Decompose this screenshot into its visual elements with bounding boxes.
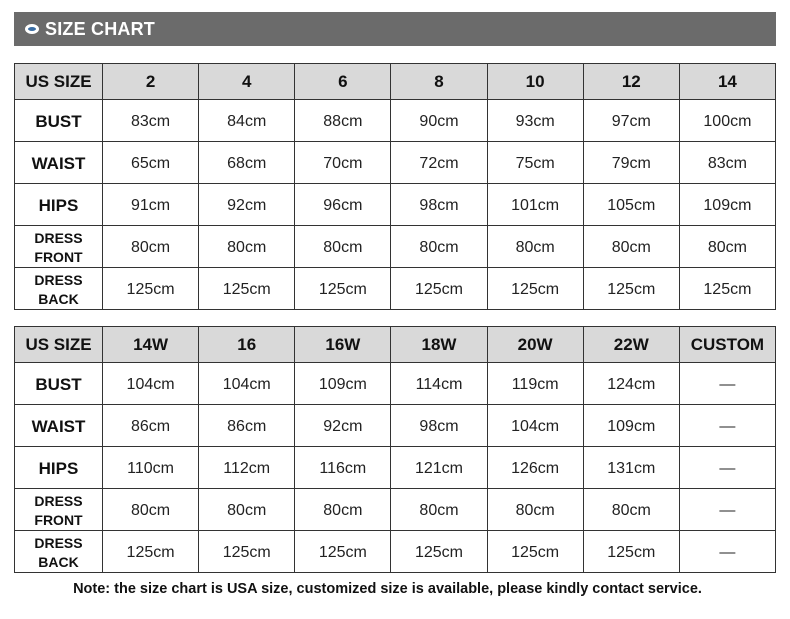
table-row (15, 142, 776, 184)
size-header: 16W (295, 327, 391, 363)
measurement-label (15, 184, 103, 226)
size-header: CUSTOM (679, 327, 775, 363)
measurement-label-line: WAIST (31, 416, 86, 436)
size-header: 4 (199, 64, 295, 100)
size-header: 8 (391, 64, 487, 100)
measurement-cell: 109cm (583, 405, 679, 447)
measurement-cell: 80cm (391, 489, 487, 531)
size-header: 16 (199, 327, 295, 363)
measurement-cell: 80cm (199, 489, 295, 531)
size-header: 12 (583, 64, 679, 100)
measurement-cell: 80cm (487, 489, 583, 531)
table-row (15, 447, 776, 489)
measurement-cell: 80cm (583, 489, 679, 531)
measurement-cell: 116cm (295, 447, 391, 489)
measurement-cell: 93cm (487, 100, 583, 142)
measurement-cell: — (679, 363, 775, 405)
measurement-cell: 70cm (295, 142, 391, 184)
size-header: 10 (487, 64, 583, 100)
measurement-cell: 65cm (103, 142, 199, 184)
measurement-cell: 125cm (199, 268, 295, 310)
measurement-label (15, 405, 103, 447)
measurement-label (15, 531, 103, 573)
measurement-cell: 98cm (391, 184, 487, 226)
table-row (15, 268, 776, 310)
measurement-cell: 109cm (295, 363, 391, 405)
measurement-cell: 80cm (199, 226, 295, 268)
measurement-cell: 125cm (391, 268, 487, 310)
measurement-cell: 125cm (583, 531, 679, 573)
measurement-cell: 80cm (487, 226, 583, 268)
measurement-label-line: DRESS (34, 492, 83, 509)
measurement-label-line: DRESS (34, 534, 83, 551)
size-chart-note: Note: the size chart is USA size, customized size is available, please kindly contact service. (73, 581, 702, 597)
measurement-cell: 84cm (199, 100, 295, 142)
measurement-label-line: DRESS (34, 229, 83, 246)
measurement-cell: — (679, 489, 775, 531)
measurement-cell: 126cm (487, 447, 583, 489)
size-header: 18W (391, 327, 487, 363)
measurement-cell: 83cm (679, 142, 775, 184)
measurement-cell: — (679, 531, 775, 573)
measurement-cell: 101cm (487, 184, 583, 226)
measurement-label (15, 447, 103, 489)
us-size-header: US SIZE (15, 64, 103, 100)
measurement-label-line: FRONT (34, 248, 83, 265)
measurement-cell: — (679, 405, 775, 447)
table-row (15, 489, 776, 531)
measurement-cell: 91cm (103, 184, 199, 226)
measurement-cell: 92cm (199, 184, 295, 226)
measurement-cell: 125cm (391, 531, 487, 573)
size-chart-header (14, 12, 776, 46)
measurement-label (15, 489, 103, 531)
measurement-cell: 125cm (583, 268, 679, 310)
measurement-label-line: HIPS (38, 458, 79, 478)
measurement-cell: 125cm (199, 531, 295, 573)
measurement-label (15, 363, 103, 405)
measurement-cell: 105cm (583, 184, 679, 226)
eye-icon (25, 24, 39, 34)
size-header: 6 (295, 64, 391, 100)
measurement-cell: 131cm (583, 447, 679, 489)
us-size-header: US SIZE (15, 327, 103, 363)
measurement-cell: 90cm (391, 100, 487, 142)
measurement-cell: 83cm (103, 100, 199, 142)
size-table-plus (14, 326, 776, 573)
measurement-cell: 125cm (679, 268, 775, 310)
measurement-label-line: HIPS (38, 195, 79, 215)
measurement-cell: 88cm (295, 100, 391, 142)
measurement-cell: — (679, 447, 775, 489)
measurement-cell: 80cm (103, 489, 199, 531)
measurement-cell: 124cm (583, 363, 679, 405)
measurement-cell: 80cm (391, 226, 487, 268)
measurement-cell: 80cm (103, 226, 199, 268)
size-header: 20W (487, 327, 583, 363)
measurement-cell: 125cm (103, 268, 199, 310)
size-header: 22W (583, 327, 679, 363)
measurement-cell: 96cm (295, 184, 391, 226)
measurement-cell: 80cm (679, 226, 775, 268)
table-row (15, 100, 776, 142)
table-row (15, 405, 776, 447)
measurement-cell: 75cm (487, 142, 583, 184)
measurement-cell: 98cm (391, 405, 487, 447)
measurement-cell: 119cm (487, 363, 583, 405)
header-title: SIZE CHART (45, 18, 155, 39)
table-row (15, 531, 776, 573)
measurement-label-line: BUST (35, 111, 82, 131)
size-header: 2 (103, 64, 199, 100)
table-row (15, 184, 776, 226)
measurement-label-line: BACK (38, 553, 79, 570)
measurement-cell: 125cm (295, 531, 391, 573)
table-row (15, 226, 776, 268)
measurement-cell: 125cm (295, 268, 391, 310)
measurement-label-line: WAIST (31, 153, 86, 173)
measurement-cell: 68cm (199, 142, 295, 184)
measurement-label-line: FRONT (34, 511, 83, 528)
size-table-standard (14, 63, 776, 310)
measurement-cell: 92cm (295, 405, 391, 447)
measurement-label-line: BUST (35, 374, 82, 394)
header-row (15, 64, 776, 100)
measurement-cell: 80cm (295, 226, 391, 268)
measurement-label (15, 100, 103, 142)
measurement-label (15, 268, 103, 310)
measurement-cell: 72cm (391, 142, 487, 184)
measurement-cell: 80cm (295, 489, 391, 531)
measurement-cell: 125cm (103, 531, 199, 573)
measurement-cell: 104cm (199, 363, 295, 405)
measurement-cell: 100cm (679, 100, 775, 142)
size-header: 14 (679, 64, 775, 100)
measurement-cell: 104cm (487, 405, 583, 447)
measurement-cell: 110cm (103, 447, 199, 489)
measurement-label (15, 226, 103, 268)
measurement-label (15, 142, 103, 184)
measurement-cell: 114cm (391, 363, 487, 405)
measurement-cell: 109cm (679, 184, 775, 226)
measurement-cell: 125cm (487, 268, 583, 310)
measurement-cell: 112cm (199, 447, 295, 489)
measurement-label-line: BACK (38, 290, 79, 307)
measurement-label-line: DRESS (34, 271, 83, 288)
measurement-cell: 86cm (199, 405, 295, 447)
measurement-cell: 121cm (391, 447, 487, 489)
table-row (15, 363, 776, 405)
measurement-cell: 80cm (583, 226, 679, 268)
header-row (15, 327, 776, 363)
measurement-cell: 125cm (487, 531, 583, 573)
measurement-cell: 79cm (583, 142, 679, 184)
measurement-cell: 104cm (103, 363, 199, 405)
measurement-cell: 86cm (103, 405, 199, 447)
size-header: 14W (103, 327, 199, 363)
measurement-cell: 97cm (583, 100, 679, 142)
